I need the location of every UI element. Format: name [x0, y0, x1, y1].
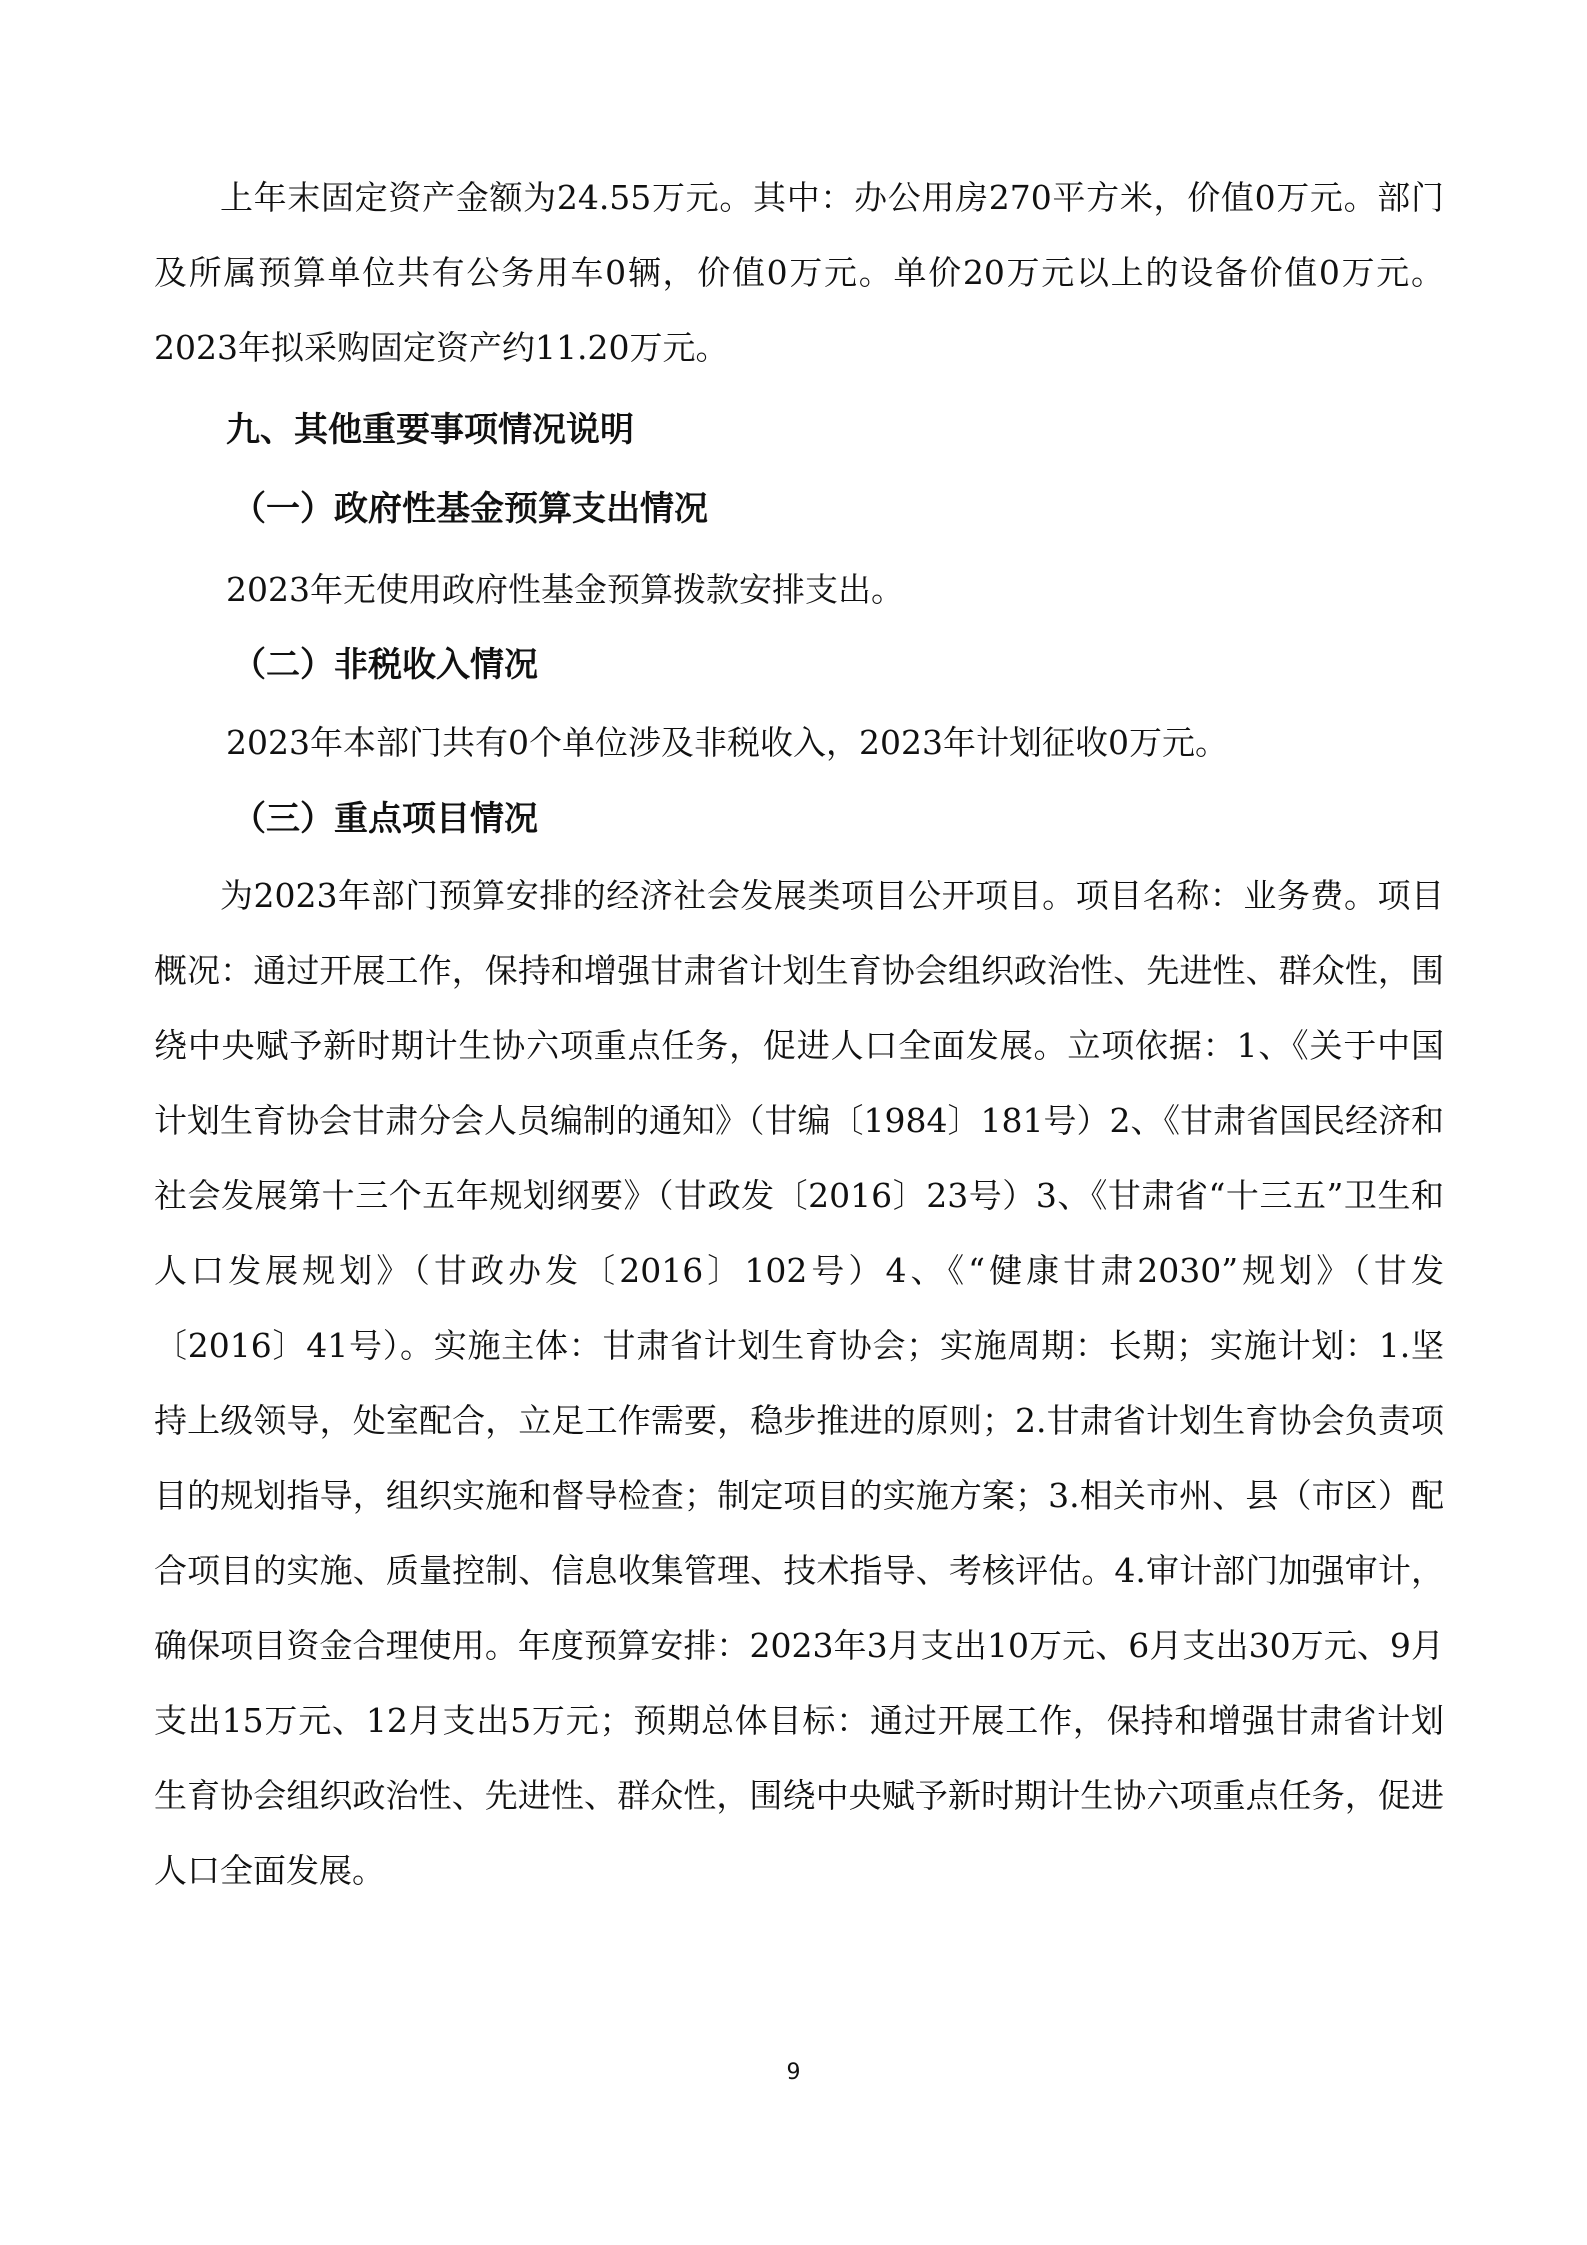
sub3-paragraph: 为2023年部门预算安排的经济社会发展类项目公开项目。项目名称：业务费。项目概况：通过开展工作，保持和增强甘肃省计划生育协会组织政治性、先进性、群众性，围绕中央赋予新时期计生协六项重点任务，促进人口全面发展。立项依据：1、《关于中国计划生育协会甘肃分会人员编制的通知》（甘编〔1984〕181号）2、《甘肃省国民经济和社会发展第十三个五年规划纲要》（甘政发〔2016〕23号）3、《甘肃省“十三五”卫生和人口发展规划》（甘政办发〔2016〕102号）4、《“健康甘肃2030”规划》（甘发〔2016〕41号）。实施主体：甘肃省计划生育协会；实施周期：长期；实施计划：1.坚持上级领导，处室配合，立足工作需要，稳步推进的原则；2.甘肃省计划生育协会负责项目的规划指导，组织实施和督导检查；制定项目的实施方案；3.相关市州、县（市区）配合项目的实施、质量控制、信息收集管理、技术指导、考核评估。4.审计部门加强审计，确保项目资金合理使用。年度预算安排：2023年3月支出10万元、6月支出30万元、9月支出15万元、12月支出5万元；预期总体目标：通过开展工作，保持和增强甘肃省计划生育协会组织政治性、先进性、群众性，围绕中央赋予新时期计生协六项重点任务，促进人口全面发展。 — [154, 876, 1444, 1890]
sub1-text: 2023年无使用政府性基金预算拨款安排支出。 — [226, 570, 904, 609]
sub2-heading: （二）非税收入情况 — [232, 645, 538, 685]
sub3-heading: （三）重点项目情况 — [232, 799, 538, 839]
section-nine-heading: 九、其他重要事项情况说明 — [226, 410, 634, 450]
sub2-text: 2023年本部门共有0个单位涉及非税收入，2023年计划征收0万元。 — [226, 723, 1228, 762]
page-number: 9 — [786, 2060, 801, 2085]
sub1-heading: （一）政府性基金预算支出情况 — [232, 489, 708, 529]
paragraph-fixed-assets: 上年末固定资产金额为24.55万元。其中：办公用房270平方米，价值0万元。部门及所属预算单位共有公务用车0辆，价值0万元。单价20万元以上的设备价值0万元。2023年拟采购固定资产约11.20万元。 — [154, 178, 1444, 367]
